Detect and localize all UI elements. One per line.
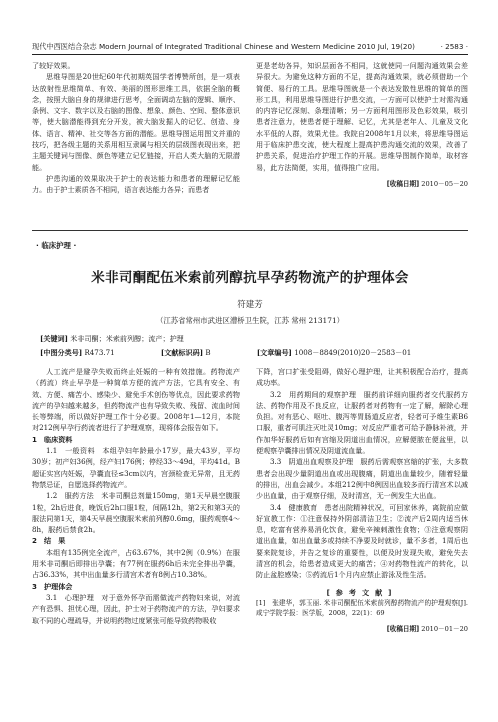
received-date (256, 624, 468, 635)
received-label: [收稿日期] (386, 179, 420, 188)
article-id-item (257, 348, 433, 358)
section-tag: · 临床护理 · (36, 241, 77, 250)
paragraph: 1.1 一般资料 本组孕妇年龄最小17岁，最大43岁，平均30岁；初产妇36例，经产妇176例；停经33～49d，平均41d。B超证实宫内妊娠，孕囊直径≤3cm以内，宫颈检查无异常，且无药物禁忌证，自愿选择药物流产。 (32, 446, 240, 489)
paragraph: 3.4 健康教育 患者出院精神状况，可回家休养，离院前应做好宣教工作：①注意保持外阴部清洁卫生；②流产后2周内适当休息，吃富有营养易消化饮食，避免辛辣刺激性食物；③注意观察阴道出血量，如出血量多或持续不净要及时就诊，量不多者，1周后也要来院复诊，并告之复诊的重要性，以便及时发现失败，避免失去清宫的机会，给患者造成更大的痛苦；④对药物性流产的转化，以防止盆腔感染；⑤药流后1个月内应禁止游泳及性生活。 (256, 502, 468, 580)
section-heading: 3 护理体会 (32, 581, 73, 591)
paragraph: 更是老幼各异，知识层面各不相同，这就使同一问题沟通效果会差异很大。为避免这种方面的不足，提高沟通效果，就必须借助一个简便、易行的工具。思维导图就是一个表达发散性思维的简单的图形工具，利用思维导图进行护患交流，一方面可以使护士对需沟通的内容记忆深刻、条理清晰；另一方面利用图形及色彩效果，吸引患者注意力，使患者便于理解、记忆，尤其是老年人、儿童及文化水平低的人群，效果尤佳。我院自2008年1月以来，将思维导图运用于临床护患交流，使大程度上提高护患沟通交流的效果，改善了护患关系，促进治疗护理工作的开展。思维导图制作简单，取材容易，此方法简便，实用，值得推广应用。 (256, 61, 468, 172)
article-title: 米非司酮配伍米索前列醇抗早孕药物流产的护理体会 (91, 270, 409, 286)
paragraph: 1.2 服药方法 米非司酮总剂量150mg，第1天早晨空腹服1粒，2h后进食，晚饭后2h口服1粒，间隔12h，第2天和第3天的服法同第1天，第4天早晨空腹服米索前列醇0.6mg，服药观察4～8h，服药后禁食2h。 (32, 491, 240, 535)
section-heading: 2 结 果 (32, 536, 66, 546)
keywords (40, 334, 184, 344)
article-id-value: 1008－8849(2010)20－2583－01 (294, 348, 412, 357)
received-value: 2010－05－20 (421, 179, 468, 188)
affiliation: （江苏省常州市武进区漕桥卫生院，江苏 常州 213171） (155, 316, 345, 325)
paragraph: 3.3 阴道出血观察及护理 服药后需观察宫缩的扩张，大多数患者会出现少量阴道出血或出现腹痛，阴道出血量较少，随着轻量的排出，出血会减少。本组212例中8例因出血较多而行清宫术以减少出血量，由于观察仔细，及时清宫，无一例发生大出血。 (256, 457, 468, 501)
previous-article-left-column (32, 60, 240, 196)
paragraph: 3.2 用药期间的观察护理 服药前详细向服药者交代服药方法、药物作用及不良反应，让服药者对药物有一定了解，解除心理负担。对有恶心、呕吐、腹泻等胃肠道反应者，轻者可予维生素B6口服，重者可肌注灭吐灵10mg；对反应严重者可给予静脉补液，并作加华好服药后如有宫缩及阴道出血情况，应解便脓在便盆里，以便观察孕囊排出情况及阴道流血量。 (256, 389, 468, 456)
paragraph: 护患沟通的效果取决于护士的表达能力和患者的理解记忆能力。由于护士素质各不相同，语言表达能力各异；而患者 (32, 173, 240, 195)
received-date (256, 179, 468, 190)
received-label: [收稿日期] (386, 624, 420, 633)
keywords-label: [关键词] (40, 334, 68, 343)
section-heading: 1 临床资料 (32, 434, 73, 444)
paragraph: 思维导图是20世纪60年代初期英国学者博赞所创，是一项表达放射性思维简单、有效、美丽的图形思维工具，依据全脑的概念，按照大脑自身的规律进行思考，全面调动左脑的逻辑、顺序、条例、文字、数字以及右脑的图像、想象、颜色、空间、整体意识等，使大脑潜能得到充分开发，被大脑发掘人的记忆、创造、身体、语言、精神、社交等各方面的潜能。思维导图运用图文并重的技巧，把各级主题的关系用相互隶属与相关的层级图表现出来，把主题关键词与图像、颜色等建立记忆链接，开启人类大脑的无限潜能。 (32, 72, 240, 172)
doc-code-label: [文献标识码] (160, 348, 204, 357)
clc-label: [中图分类号] (40, 348, 83, 357)
page-number: · 2583 · (440, 42, 468, 51)
article-divider (32, 230, 468, 231)
clc-value: R473.71 (84, 348, 115, 357)
article-meta (40, 348, 460, 358)
reference-item: [1] 张建华，郭玉丽. 米非司酮配伍米索前列醇药物流产的护理观察[J]. 咸宁学院学报：医学版，2008，22(1)：69 (256, 598, 468, 617)
paragraph: 3.1 心理护理 对于意外怀孕而需做流产药物妇来说，对流产有恐惧、担忧心理，因此，护士对于药物流产的方法，孕妇要求取不同的心理疏导，并说明药物过度紧张可能导致药物吸收 (32, 592, 240, 625)
author: 符建芳 (237, 300, 263, 310)
keywords-value: 米非司酮；米索前列醇；流产；护理 (70, 334, 184, 343)
body-right-column (256, 366, 468, 635)
references-title: [参考文献] (326, 587, 398, 597)
previous-article-right-column (256, 60, 468, 190)
body-left-column (32, 366, 240, 626)
paragraph: 人工流产是避孕失败而终止妊娠的一种有效措施。药物流产（药流）终止早孕是一种简单方便的流产方法，它具有安全、有效、方便、痛苦小、感染少、避免手术创伤等优点，因此要求药物流产的孕妇越来越多，但药物流产也有导致失败、残留、流血时间长等弊端，所以做好护理工作十分必要。2008年1—12月，本院对212例早孕行药流者进行了护理观察，现将体会报告如下。 (32, 367, 240, 433)
doc-code-item (161, 348, 233, 358)
article-id-label: [文章编号] (256, 348, 292, 357)
running-header (32, 40, 468, 55)
doc-code-value: B (205, 348, 211, 357)
journal-name: 现代中西医结合杂志 Modern Journal of Integrated Traditional Chinese and Western Medicine 2010 Jul, 19(20) (32, 42, 415, 51)
paragraph: 本组有135例完全流产，占63.67%，其中2例（0.9%）在服用米非司酮后即排出孕囊；有77例在服药6h后未完全排出孕囊，占36.33%，其中出血量多行清宫术者有8例占10.38%。 (32, 547, 240, 580)
clc-item (40, 348, 137, 358)
paragraph: 了较好效果。 (32, 61, 75, 70)
paragraph: 下降，宫口扩张受阻碍，做好心理护理，让其积极配合治疗，提高成功率。 (256, 367, 468, 388)
received-value: 2010－01－20 (421, 624, 468, 633)
